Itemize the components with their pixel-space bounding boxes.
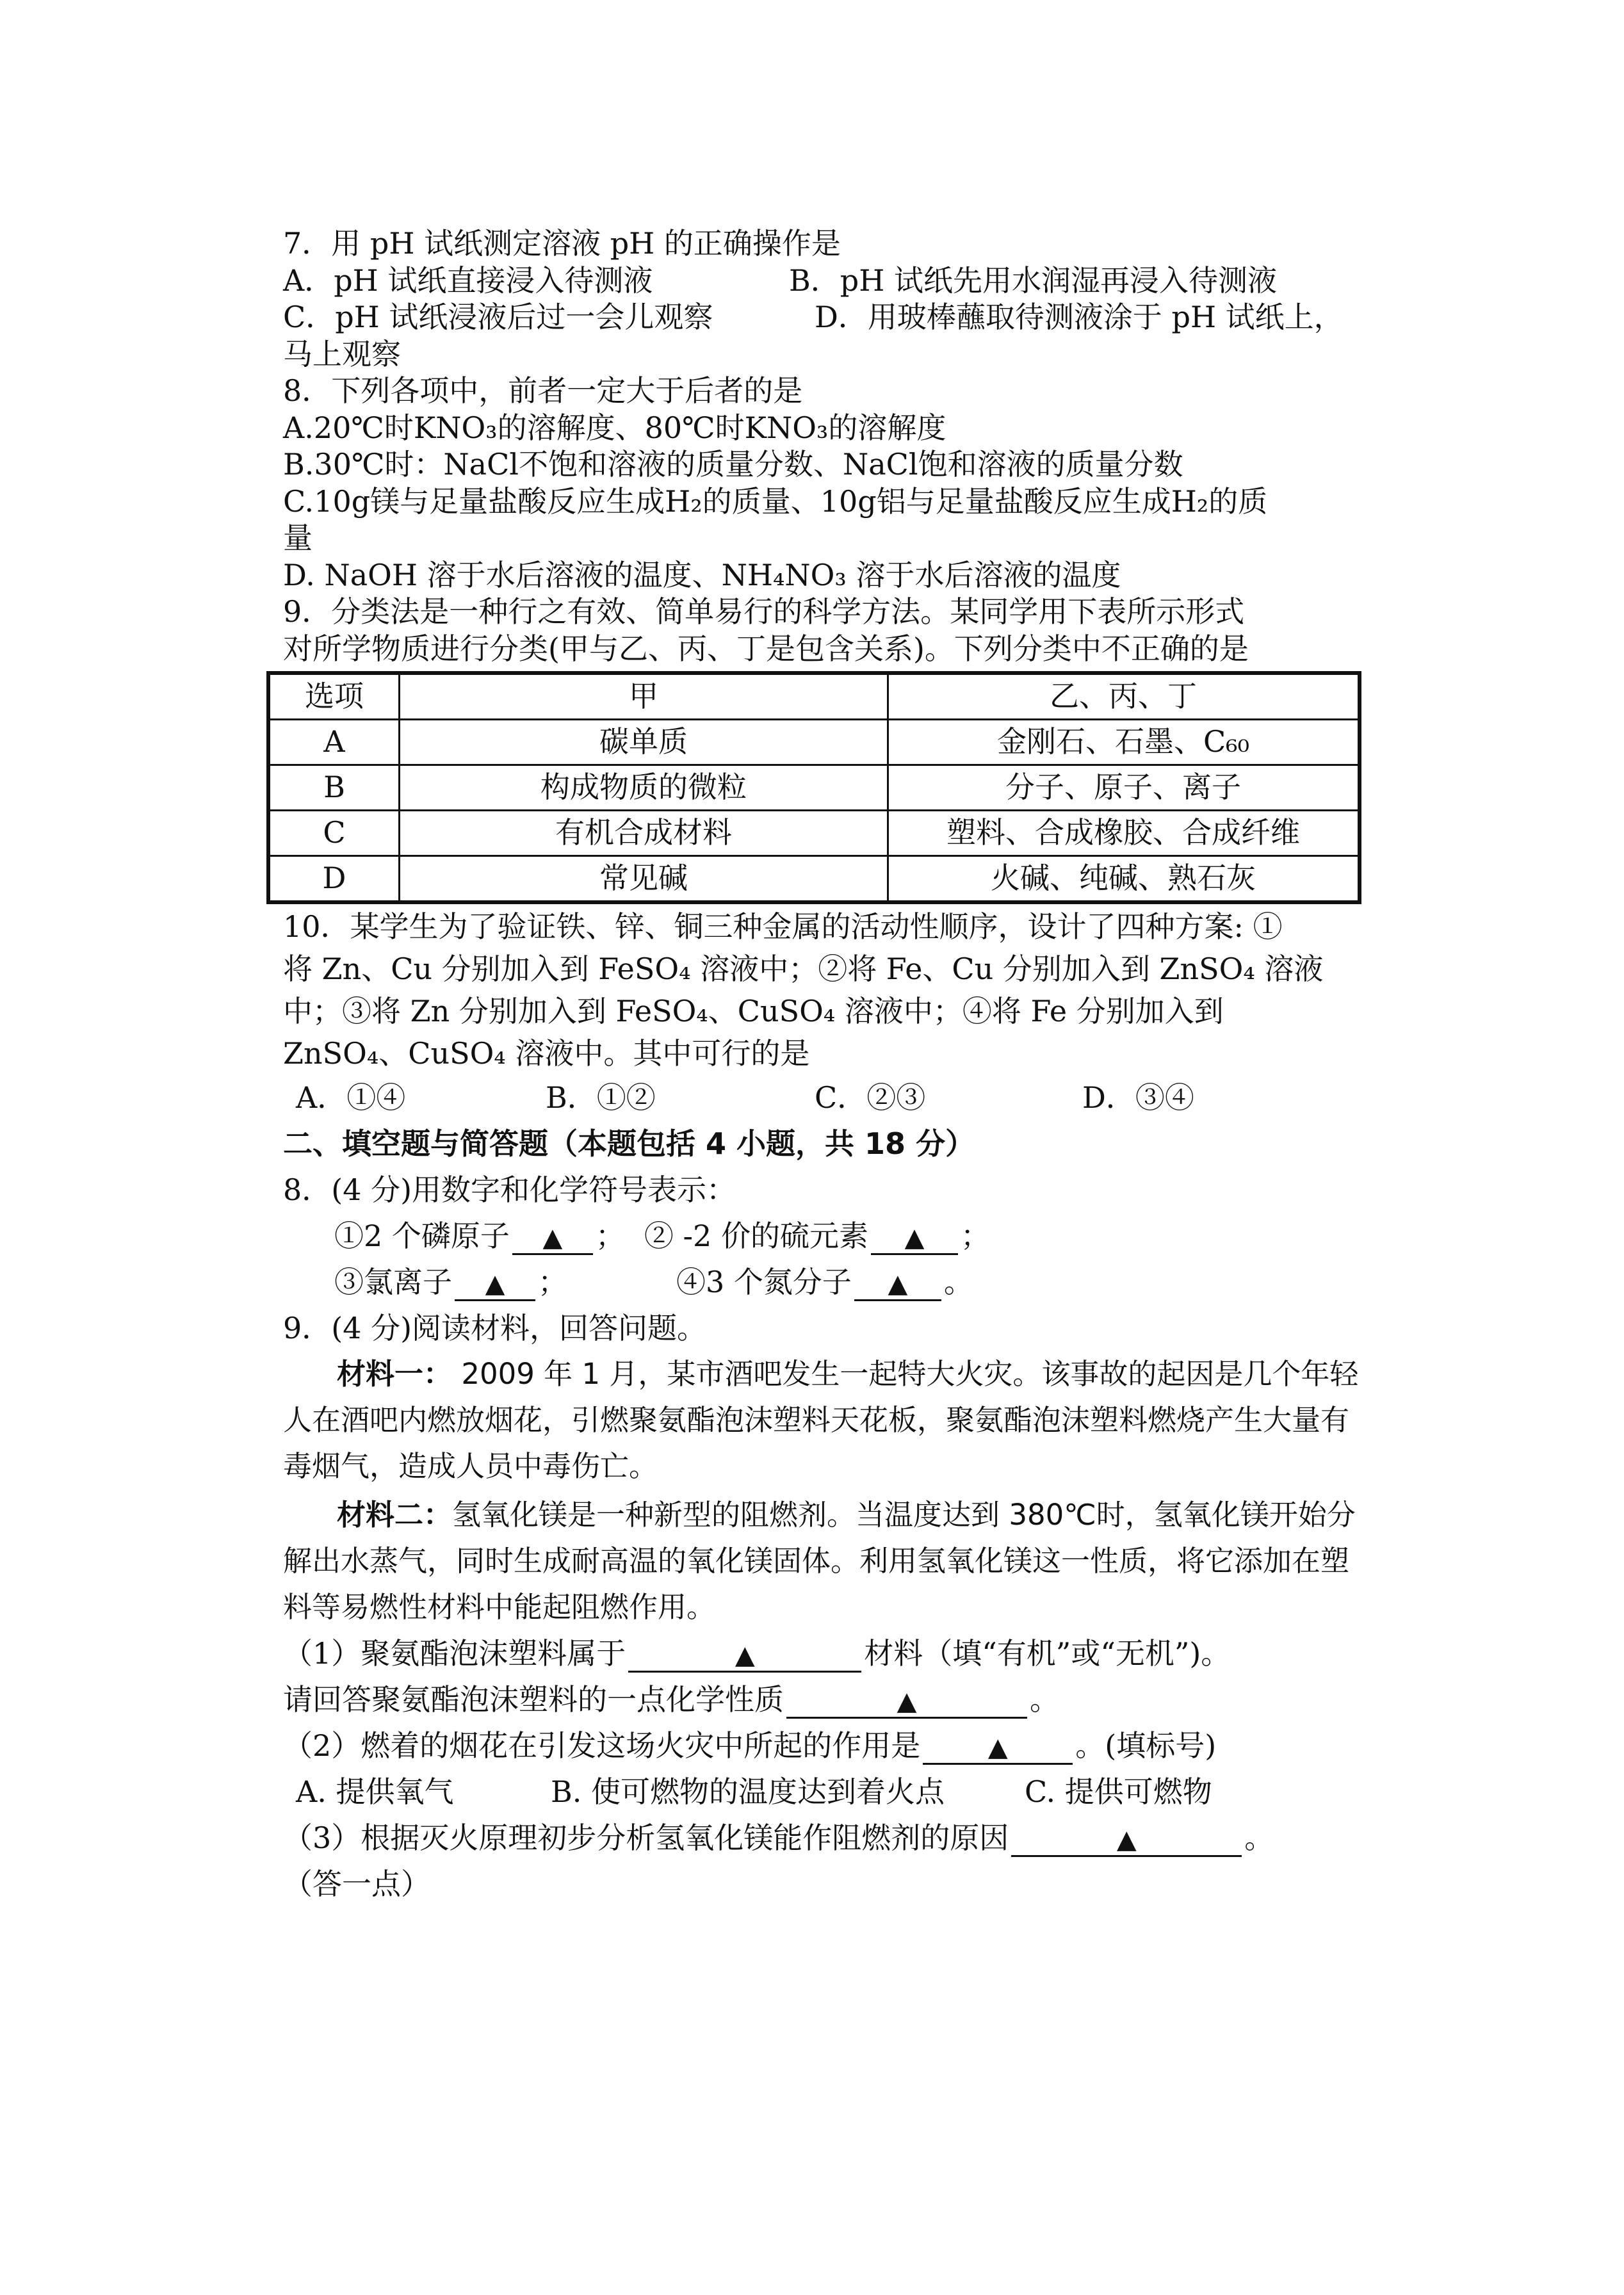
triangle-icon: ▲ xyxy=(735,1641,755,1670)
triangle-icon: ▲ xyxy=(987,1733,1008,1762)
fill8-item2: ② -2 价的硫元素 xyxy=(644,1219,868,1253)
answer-blank[interactable] xyxy=(786,1684,1027,1719)
fill9-option-c: C. 提供可燃物 xyxy=(1025,1774,1212,1809)
q7-option-b: B．pH 试纸先用水润湿再浸入待测液 xyxy=(789,263,1277,298)
fill9-q1-prefix: （1）聚氨酯泡沫塑料属于 xyxy=(283,1636,626,1671)
table-row xyxy=(268,720,1360,765)
material-two xyxy=(283,1492,1365,1630)
fill9-q3 xyxy=(283,1815,1365,1861)
triangle-icon: ▲ xyxy=(904,1223,925,1253)
material-one-text: 2009 年 1 月，某市酒吧发生一起特大火灾。该事故的起因是几个年轻人在酒吧内燃放烟花，引燃聚氨酯泡沫塑料天花板，聚氨酯泡沫塑料燃烧产生大量有毒烟气，造成人员中毒伤亡。 xyxy=(283,1357,1359,1483)
q8-option-d: D. NaOH 溶于水后溶液的温度、NH₄NO₃ 溶于水后溶液的温度 xyxy=(283,557,1121,592)
q9-stem-line1: 9．分类法是一种行之有效、简单易行的科学方法。某同学用下表所示形式 xyxy=(283,594,1245,629)
fill8-row2 xyxy=(283,1259,1365,1305)
q7-options-cd xyxy=(283,299,1365,336)
punctuation: ； xyxy=(595,1219,625,1253)
material-two-text: 氢氧化镁是一种新型的阻燃剂。当温度达到 380℃时，氢氧化镁开始分解出水蒸气，同时生成耐高温的氧化镁固体。利用氢氧化镁这一性质，将它添加在塑料等易燃性材料中能起阻燃作用。 xyxy=(283,1498,1356,1624)
q10-line3: 中；③将 Zn 分别加入到 FeSO₄、CuSO₄ 溶液中；④将 Fe 分别加入到 xyxy=(283,994,1224,1028)
q10-line4: ZnSO₄、CuSO₄ 溶液中。其中可行的是 xyxy=(283,1036,810,1071)
q10-option-c: C．②③ xyxy=(815,1080,926,1115)
answer-blank[interactable] xyxy=(923,1730,1073,1765)
table-cell: 塑料、合成橡胶、合成纤维 xyxy=(888,811,1360,856)
table-cell: 常见碱 xyxy=(400,856,888,903)
fill9-option-b: B. 使可燃物的温度达到着火点 xyxy=(551,1774,945,1809)
q10-line2: 将 Zn、Cu 分别加入到 FeSO₄ 溶液中；②将 Fe、Cu 分别加入到 ZnSO₄ 溶液 xyxy=(283,952,1324,986)
punctuation: 。 xyxy=(943,1265,973,1299)
table-cell: 有机合成材料 xyxy=(400,811,888,856)
q7-option-d: D．用玻棒蘸取待测液涂于 pH 试纸上， xyxy=(815,300,1344,334)
q8-option-c-continued: 量 xyxy=(283,521,313,555)
table-cell: 金刚石、石墨、C₆₀ xyxy=(888,720,1360,765)
fill8-item3: ③氯离子 xyxy=(334,1265,452,1299)
fill9-q3-prefix: （3）根据灭火原理初步分析氢氧化镁能作阻燃剂的原因 xyxy=(283,1821,1009,1855)
table-cell: C xyxy=(268,811,400,856)
fill9-q2-prefix: （2）燃着的烟花在引发这场火灾中所起的作用是 xyxy=(283,1728,921,1763)
triangle-icon: ▲ xyxy=(542,1223,563,1253)
table-cell: 碳单质 xyxy=(400,720,888,765)
fill9-option-a: A. 提供氧气 xyxy=(296,1774,454,1809)
table-header-cell: 甲 xyxy=(400,673,888,720)
section-heading: 二、填空题与简答题（本题包括 4 小题，共 18 分） xyxy=(283,1126,975,1161)
q8-option-c: C.10g镁与足量盐酸反应生成H₂的质量、10g铝与足量盐酸反应生成H₂的质 xyxy=(283,483,1268,519)
fill9-q1 xyxy=(283,1630,1365,1676)
punctuation: ； xyxy=(538,1265,567,1299)
triangle-icon: ▲ xyxy=(897,1687,917,1716)
fill9-q2-suffix: 。(填标号) xyxy=(1075,1728,1217,1763)
exam-page xyxy=(283,225,1365,1907)
fill9-q1b xyxy=(283,1676,1365,1723)
q7-option-d-continued: 马上观察 xyxy=(283,336,401,371)
table-header-cell: 乙、丙、丁 xyxy=(888,673,1360,720)
q8-option-a: A.20℃时KNO₃的溶解度、80℃时KNO₃的溶解度 xyxy=(283,410,946,445)
material-one xyxy=(283,1351,1365,1489)
answer-blank[interactable] xyxy=(871,1220,958,1255)
table-row xyxy=(268,856,1360,903)
material-one-label: 材料一： xyxy=(337,1357,453,1391)
triangle-icon: ▲ xyxy=(888,1269,908,1299)
table-header-cell: 选项 xyxy=(268,673,400,720)
q8-stem: 8．下列各项中，前者一定大于后者的是 xyxy=(283,373,803,408)
triangle-icon: ▲ xyxy=(485,1269,505,1299)
fill9-q3-suffix: 。 xyxy=(1244,1821,1274,1855)
fill9-q1-suffix: 材料（填“有机”或“无机”)。 xyxy=(864,1636,1231,1671)
fill8-item1: ①2 个磷原子 xyxy=(334,1219,510,1253)
answer-blank[interactable] xyxy=(512,1220,593,1255)
answer-blank[interactable] xyxy=(455,1267,535,1301)
triangle-icon: ▲ xyxy=(1116,1825,1137,1854)
fill9-q2 xyxy=(283,1723,1365,1769)
q10-option-d: D．③④ xyxy=(1082,1080,1194,1115)
table-cell: D xyxy=(268,856,400,903)
punctuation: ； xyxy=(960,1219,990,1253)
fill9-q1b-prefix: 请回答聚氨酯泡沫塑料的一点化学性质 xyxy=(283,1682,784,1717)
table-cell: 分子、原子、离子 xyxy=(888,765,1360,811)
table-cell: B xyxy=(268,765,400,811)
answer-blank[interactable] xyxy=(628,1638,861,1673)
q9-stem-line2: 对所学物质进行分类(甲与乙、丙、丁是包含关系)。下列分类中不正确的是 xyxy=(283,631,1249,666)
fill9-q3-note: （答一点） xyxy=(283,1867,430,1901)
table-header-row xyxy=(268,673,1360,720)
fill9-stem: 9．(4 分)阅读材料，回答问题。 xyxy=(283,1311,707,1345)
table-row xyxy=(268,765,1360,811)
fill8-row1 xyxy=(283,1213,1365,1259)
fill9-q1b-suffix: 。 xyxy=(1030,1682,1059,1717)
q7-option-c: C．pH 试纸浸液后过一会儿观察 xyxy=(283,300,713,334)
q7-stem: 7．用 pH 试纸测定溶液 pH 的正确操作是 xyxy=(283,226,841,261)
fill8-stem: 8．(4 分)用数字和化学符号表示： xyxy=(283,1172,736,1207)
fill9-q2-options xyxy=(283,1769,1365,1815)
table-cell: 构成物质的微粒 xyxy=(400,765,888,811)
classification-table xyxy=(266,671,1361,904)
q7-options-ab xyxy=(283,263,1365,300)
table-row xyxy=(268,811,1360,856)
q10-options xyxy=(283,1075,1365,1121)
q8-option-b: B.30℃时：NaCl不饱和溶液的质量分数、NaCl饱和溶液的质量分数 xyxy=(283,447,1183,482)
q10-option-a: A．①④ xyxy=(296,1080,406,1115)
answer-blank[interactable] xyxy=(854,1267,941,1301)
table-cell: A xyxy=(268,720,400,765)
material-two-label: 材料二： xyxy=(337,1498,453,1532)
q10-line1: 10．某学生为了验证铁、锌、铜三种金属的活动性顺序，设计了四种方案: ① xyxy=(283,909,1283,944)
fill8-item4: ④3 个氮分子 xyxy=(676,1265,852,1299)
q10-option-b: B．①② xyxy=(546,1080,656,1115)
q7-option-a: A．pH 试纸直接浸入待测液 xyxy=(283,263,653,298)
table-cell: 火碱、纯碱、熟石灰 xyxy=(888,856,1360,903)
answer-blank[interactable] xyxy=(1011,1822,1242,1857)
